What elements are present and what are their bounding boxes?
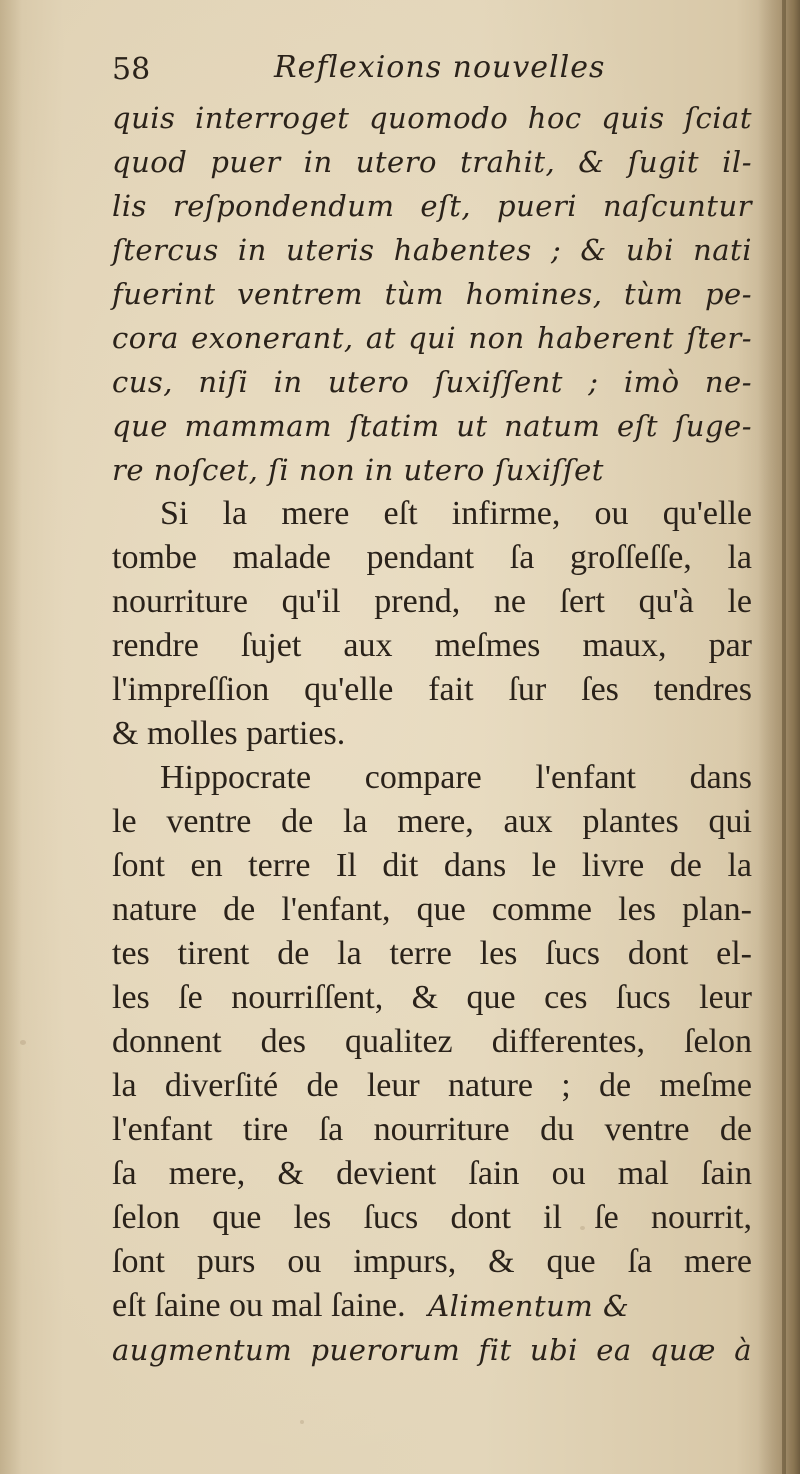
- text-line: quod puer in utero trahit, & ſugit il-: [112, 145, 752, 179]
- text-line: quis interroget quomodo hoc quis ſciat: [112, 101, 752, 135]
- text-line: les ſe nourriſſent, & que ces ſucs leur: [112, 979, 752, 1016]
- text-line-roman-part: eſt ſaine ou mal ſaine.: [112, 1287, 406, 1324]
- text-line: ſa mere, & devient ſain ou mal ſain: [112, 1155, 752, 1192]
- text-line: ſtercus in uteris habentes ; & ubi nati: [112, 233, 752, 267]
- text-line-mixed: [112, 1286, 752, 1326]
- text-line: donnent des qualitez differentes, ſelon: [112, 1023, 752, 1060]
- text-line: nourriture qu'il prend, ne ſert qu'à le: [112, 583, 752, 620]
- text-line: re noſcet, ſi non in utero ſuxiſſet: [112, 453, 604, 487]
- text-line: tombe malade pendant ſa groſſeſſe, la: [112, 539, 752, 576]
- text-line-italic-part: Alimentum &: [428, 1289, 630, 1323]
- text-line: Hippocrate compare l'enfant dans: [160, 759, 752, 796]
- text-line: le ventre de la mere, aux plantes qui: [112, 803, 752, 840]
- text-line: nature de l'enfant, que comme les plan-: [112, 891, 752, 928]
- page-number: 58: [112, 52, 151, 87]
- text-line: cora exonerant, at qui non haberent ſter-: [112, 321, 752, 355]
- text-line: Si la mere eſt infirme, ou qu'elle: [160, 495, 752, 532]
- text-line: tes tirent de la terre les ſucs dont el-: [112, 935, 752, 972]
- paper-speck: [300, 1420, 304, 1424]
- text-line: ſelon que les ſucs dont il ſe nourrit,: [112, 1199, 752, 1236]
- text-line: l'impreſſion qu'elle fait ſur ſes tendres: [112, 671, 752, 708]
- page-header: [112, 44, 752, 94]
- text-line: ſont purs ou impurs, & que ſa mere: [112, 1243, 752, 1280]
- text-line: que mammam ſtatim ut natum eſt ſuge-: [112, 409, 752, 443]
- text-line: rendre ſujet aux meſmes maux, par: [112, 627, 752, 664]
- text-line: l'enfant tire ſa nourriture du ventre de: [112, 1111, 752, 1148]
- text-line: la diverſité de leur nature ; de meſme: [112, 1067, 752, 1104]
- paper-speck: [20, 1040, 26, 1045]
- text-line: ſont en terre Il dit dans le livre de la: [112, 847, 752, 884]
- text-line: fuerint ventrem tùm homines, tùm pe-: [112, 277, 752, 311]
- text-line: & molles parties.: [112, 715, 346, 752]
- text-line: augmentum puerorum fit ubi ea quæ à: [112, 1333, 752, 1367]
- text-line: lis reſpondendum eſt, pueri naſcuntur: [112, 189, 752, 223]
- running-head: Reflexions nouvelles: [274, 50, 606, 85]
- text-line: cus, niſi in utero ſuxiſſent ; imò ne-: [112, 365, 752, 399]
- paper-speck: [580, 1226, 585, 1230]
